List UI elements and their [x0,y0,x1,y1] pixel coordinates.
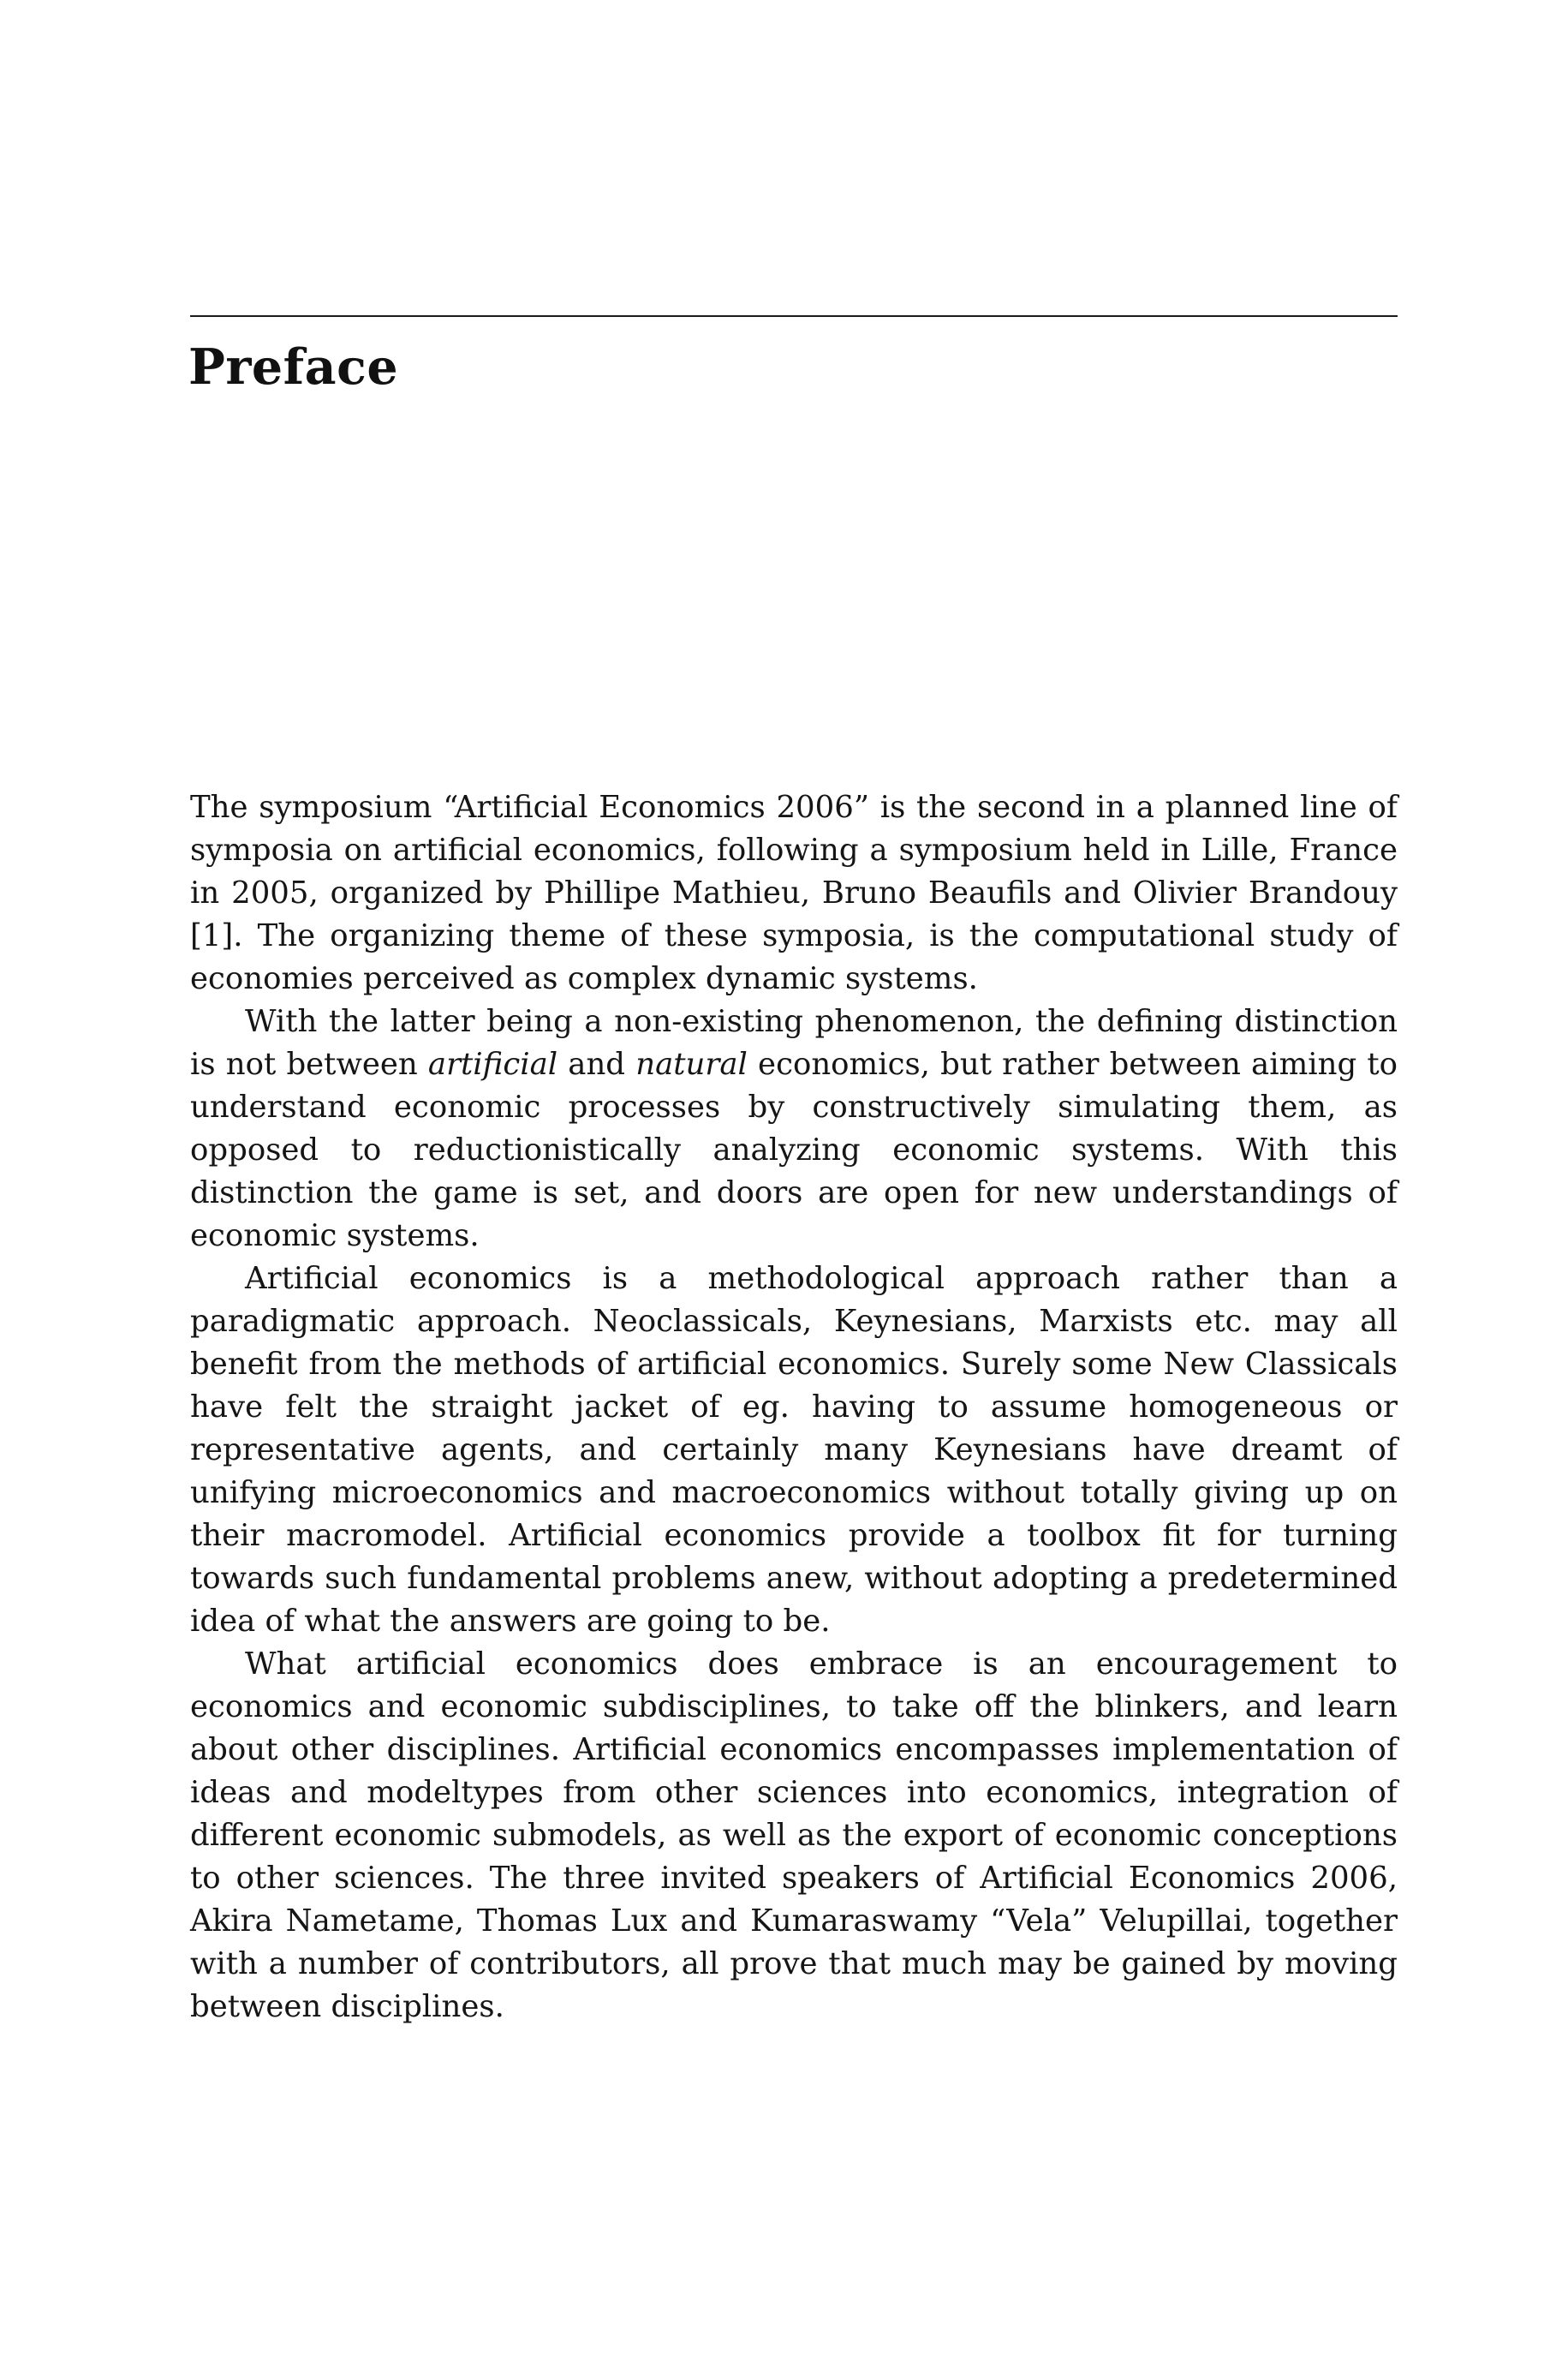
chapter-rule [190,315,1398,317]
paragraph-1-text: The symposium “Artificial Economics 2006” is the second in a planned line of symposia on artificial economics, following a symposium held in Lille, France in 2005, organized by Phillipe Mathieu, Bruno Beaufils and Olivier Brandouy [1]. The organizing theme of these symposia, is the computational study of economies perceived as complex dynamic systems. [190,790,1398,996]
preface-body [190,786,1398,2028]
paragraph-1 [190,786,1398,1001]
paragraph-2-text-c: economics, but rather between aiming to understand economic processes by constructively simulating them, as opposed to reductionistically analyzing economic systems. With this distinction the game is set, and doors are open for new understandings of economic systems. [190,1047,1398,1253]
paragraph-2 [190,1001,1398,1258]
paragraph-4 [190,1643,1398,2028]
page-title: Preface [188,338,399,396]
paragraph-3-text: Artificial economics is a methodological approach rather than a paradigmatic approach. Neoclassicals, Keynesians, Marxists etc. may all benefit from the methods of artificial economics. Surely some New Classicals have felt the straight jacket of eg. having to assume homogeneous or representative agents, and certainly many Keynesians have dreamt of unifying microeconomics and macroeconomics without totally giving up on their macromodel. Artificial economics provide a toolbox fit for turning towards such fundamental problems anew, without adopting a predetermined idea of what the answers are going to be. [190,1261,1398,1639]
term-artificial: artificial [427,1047,558,1082]
term-natural: natural [635,1047,748,1082]
paragraph-3 [190,1258,1398,1643]
paragraph-2-text-a: With the latter being a non-existing phenomenon, the defining distinction is not between [190,1004,1398,1082]
paragraph-4-text: What artificial economics does embrace is an encouragement to economics and economic subdisciplines, to take off the blinkers, and learn about other disciplines. Artificial economics encompasses implementation of ideas and modeltypes from other sciences into economics, integration of different economic submodels, as well as the export of economic conceptions to other sciences. The three invited speakers of Artificial Economics 2006, Akira Nametame, Thomas Lux and Kumaraswamy “Vela” Velupillai, together with a number of contributors, all prove that much may be gained by moving between disciplines. [190,1646,1398,2024]
paragraph-2-text-b: and [557,1047,636,1082]
